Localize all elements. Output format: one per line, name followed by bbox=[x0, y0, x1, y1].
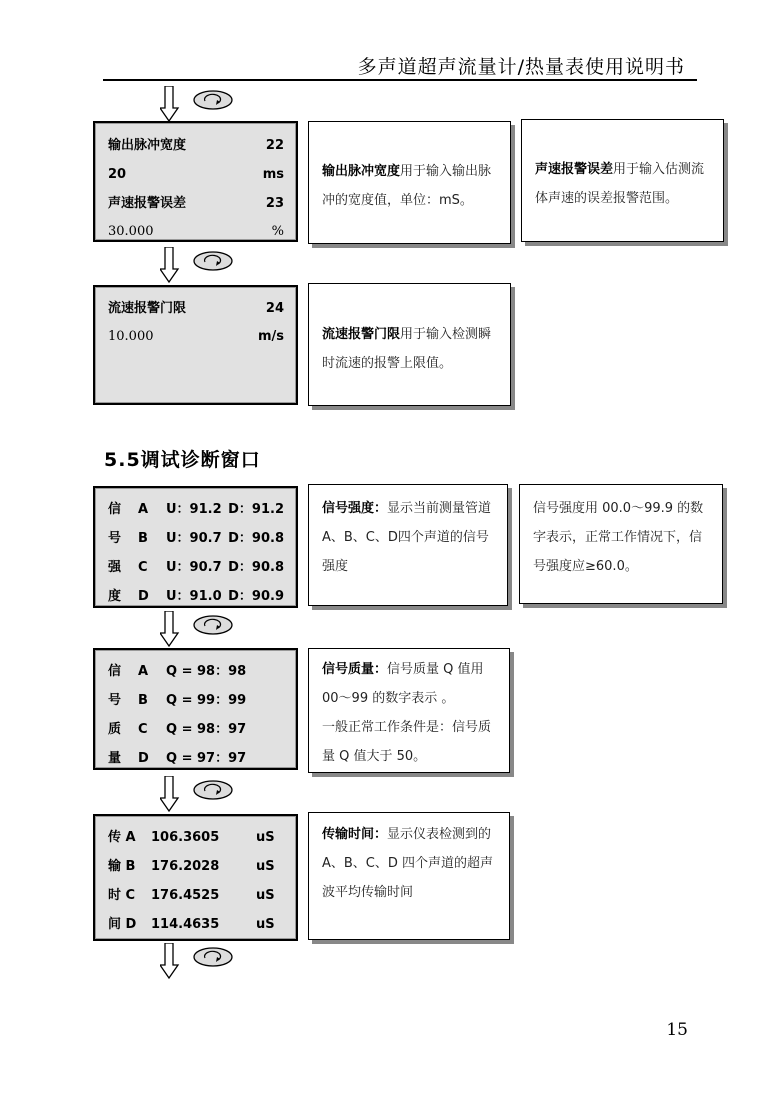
lcd-row: 时 C 176.4525 uS bbox=[108, 888, 275, 903]
down-arrow-icon bbox=[160, 611, 178, 646]
lcd-row: 传 A 106.3605 uS bbox=[108, 830, 275, 845]
rotate-key-icon bbox=[194, 91, 232, 109]
note-flow-alarm: 流速报警门限用于输入检测瞬时流速的报警上限值。 bbox=[308, 283, 511, 406]
lcd-row: 流速报警门限 24 bbox=[108, 301, 284, 316]
note-transit-time: 传输时间：显示仪表检测到的 A、B、C、D 四个声道的超声波平均传输时间 bbox=[308, 812, 510, 940]
lcd-row: 质 C Q = 98：97 bbox=[108, 722, 247, 737]
rotate-key-icon bbox=[194, 616, 232, 634]
lcd-window-pulse bbox=[93, 121, 298, 242]
rotate-key-icon bbox=[194, 252, 232, 270]
lcd-row: 信 A U：91.2 D：91.2 bbox=[108, 502, 284, 517]
lcd-row: 20 ms bbox=[108, 167, 284, 182]
lcd-row: 输 B 176.2028 uS bbox=[108, 859, 275, 874]
down-arrow-icon bbox=[160, 943, 178, 978]
rotate-key-icon bbox=[194, 781, 232, 799]
lcd-row: 号 B U：90.7 D：90.8 bbox=[108, 531, 284, 546]
header-rule bbox=[103, 79, 697, 81]
down-arrow-icon bbox=[160, 247, 178, 282]
nav-step-5 bbox=[160, 943, 240, 979]
nav-step-1 bbox=[160, 86, 240, 122]
section-title: 5.5调试诊断窗口 bbox=[104, 449, 261, 471]
nav-step-3 bbox=[160, 611, 240, 647]
down-arrow-icon bbox=[160, 776, 178, 811]
lcd-row: 间 D 114.4635 uS bbox=[108, 917, 275, 932]
lcd-window-transit-time bbox=[93, 814, 298, 941]
note-sound-speed-alarm: 声速报警误差用于输入估测流体声速的误差报警范围。 bbox=[521, 119, 724, 242]
lcd-row: 信 A Q = 98：98 bbox=[108, 664, 247, 679]
note-signal-strength-range: 信号强度用 00.0～99.9 的数字表示，正常工作情况下，信号强度应≥60.0。 bbox=[519, 484, 723, 604]
lcd-row: 号 B Q = 99：99 bbox=[108, 693, 247, 708]
lcd-window-signal-quality bbox=[93, 648, 298, 770]
note-signal-strength: 信号强度：显示当前测量管道A、B、C、D四个声道的信号强度 bbox=[308, 484, 508, 606]
lcd-row: 声速报警误差 23 bbox=[108, 196, 284, 211]
down-arrow-icon bbox=[160, 86, 178, 121]
lcd-row: 输出脉冲宽度 22 bbox=[108, 138, 284, 153]
nav-step-2 bbox=[160, 247, 240, 283]
lcd-window-flow-alarm bbox=[93, 285, 298, 405]
lcd-row: 强 C U：90.7 D：90.8 bbox=[108, 560, 284, 575]
lcd-row: 10.000 m/s bbox=[108, 329, 284, 344]
page-number: 15 bbox=[666, 1020, 688, 1040]
note-pulse-width: 输出脉冲宽度用于输入输出脉冲的宽度值，单位：mS。 bbox=[308, 121, 511, 244]
lcd-row: 量 D Q = 97：97 bbox=[108, 751, 247, 766]
page-header-title: 多声道超声流量计/热量表使用说明书 bbox=[357, 56, 685, 78]
rotate-key-icon bbox=[194, 948, 232, 966]
nav-step-4 bbox=[160, 776, 240, 812]
lcd-window-signal-strength bbox=[93, 486, 298, 608]
lcd-row: 度 D U：91.0 D：90.9 bbox=[108, 589, 284, 604]
lcd-row: 30.000 % bbox=[108, 224, 284, 239]
note-signal-quality: 信号质量：信号质量 Q 值用 00～99 的数字表示 。 一般正常工作条件是：信号质量 Q 值大于 50。 bbox=[308, 648, 510, 773]
